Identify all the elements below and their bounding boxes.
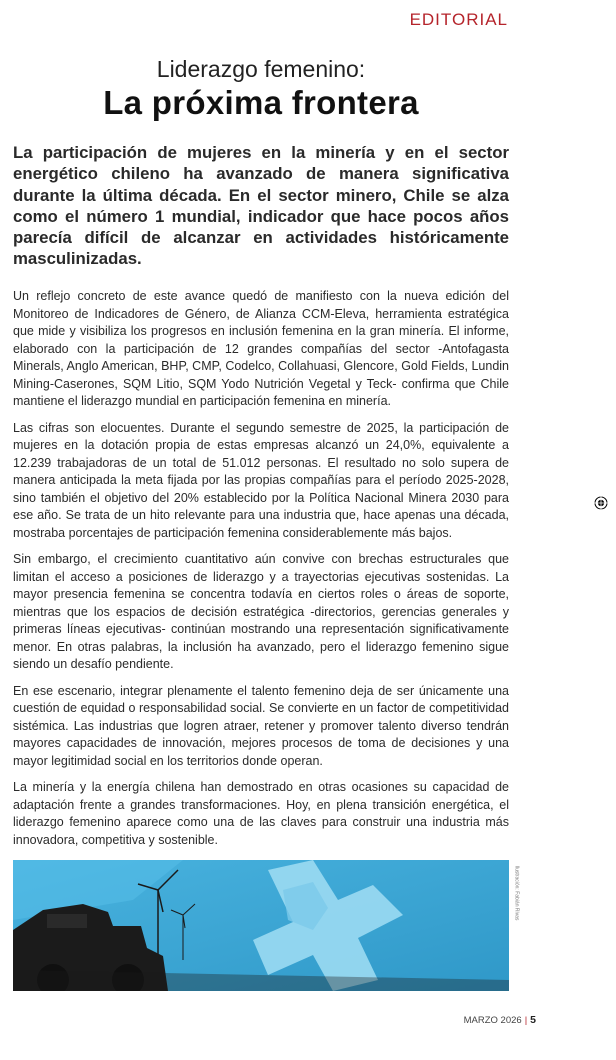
page-footer <box>464 1014 536 1026</box>
page-number: 5 <box>530 1014 536 1026</box>
mining-truck-illustration <box>13 860 509 991</box>
footer-separator: | <box>524 1015 528 1026</box>
headline-kicker: Liderazgo femenino: <box>156 56 366 82</box>
body-paragraph: En ese escenario, integrar plenamente el talento femenino deja de ser únicamente una cuestión de equidad o responsabilidad social. Se convierte en un factor de competitividad sistémica. Las industrias que logren atraer, retener y promover talento diverso tendrán mayores capacidades de innovación, mejores procesos de toma de decisiones y una mayor legitimidad social en los territorios donde operan. <box>13 683 509 768</box>
body-paragraph: La minería y la energía chilena han demostrado en otras ocasiones su capacidad de adaptación frente a grandes transformaciones. Hoy, en plena transición energética, el liderazgo femenino aparece como una de las claves para construir una industria más innovadora, competitiva y sostenible. <box>13 780 509 847</box>
illustration <box>13 860 509 991</box>
body-paragraph: Un reflejo concreto de este avance quedó de manifiesto con la nueva edición del Monitoreo de Indicadores de Género, de Alianza CCM-Eleva, herramienta estratégica que mide y visibiliza los progresos en inclusión femenina en la gran minería. El informe, elaborado con la participación de 12 grandes compañías del sector -Antofagasta Minerals, Anglo American, BHP, CMP, Codelco, Collahuasi, Glencore, Gold Fields, Lundin Mining-Caserones, SQM Litio, SQM Yodo Nutrición Vegetal y Teck- confirma que Chile mantiene el liderazgo mundial en participación femenina en minería. <box>13 289 509 408</box>
issue-date: MARZO 2026 <box>463 1015 522 1026</box>
body-paragraph: Sin embargo, el crecimiento cuantitativo aún convive con brechas estructurales que limitan el acceso a posiciones de liderazgo y a trayectorias ejecutivas sostenidas. La mayor presencia femenina se concentra todavía en ciertos roles o áreas de soporte, mientras que los espacios de decisión estratégica -directorios, gerencias generales y primeras líneas ejecutivas- continúan mostrando una representación significativamente menor. En otras palabras, la inclusión ha avanzado, pero el liderazgo femenino sigue siendo un desafío pendiente. <box>13 552 509 671</box>
article-body <box>13 288 509 858</box>
lead-paragraph: La participación de mujeres en la minería y en el sector energético chileno ha avanzado de manera significativa durante la última década. En el sector minero, Chile se alza como el número 1 mundial, indicador que hace pocos años parecía difícil de alcanzar en actividades históricamente masculinizadas. <box>13 143 509 269</box>
illustration-credit: Ilustración: Fabián Rivas <box>513 865 520 921</box>
registration-mark-icon <box>594 496 608 510</box>
section-label: EDITORIAL <box>409 10 508 29</box>
headline: La próxima frontera <box>103 84 419 121</box>
body-paragraph: Las cifras son elocuentes. Durante el segundo semestre de 2025, la participación de mujeres en la dotación propia de estas empresas alcanzó un 24,0%, equivalente a 12.239 trabajadoras de un total de 51.012 personas. El resultado no solo supera de manera anticipada la meta fijada por las propias compañías para el período 2025-2028, sino también el objetivo del 20% establecido por la Política Nacional Minera 2030 para ese año. Se trata de un hito relevante para una industria que, hace apenas una década, mostraba porcentajes de participación femenina considerablemente más bajos. <box>13 420 509 540</box>
